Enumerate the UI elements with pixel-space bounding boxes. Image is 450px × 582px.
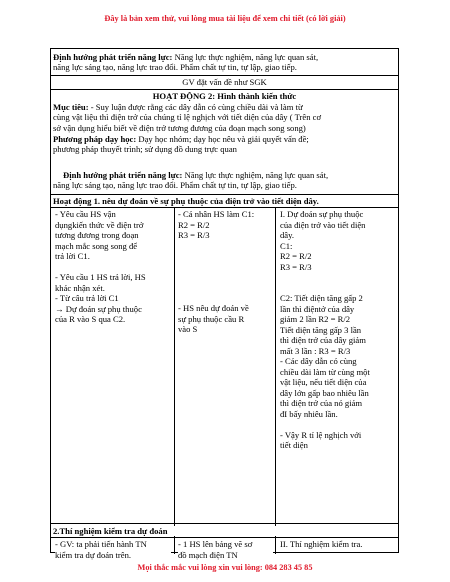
text-line: I. Dự đoán sự phụ thuộc: [280, 209, 364, 219]
divider: [51, 75, 398, 76]
student-prediction: [178, 303, 273, 335]
competence-mid: [51, 170, 410, 191]
competence-text: Năng lực thực nghiệm, năng lực quan sát,: [172, 52, 319, 62]
text-line: khác nhận xét.: [55, 282, 105, 293]
competence-text-2: năng lực sáng tạo, năng lực trao đổi. Phẩm chất tự tin, tự lập, giao tiếp.: [53, 180, 297, 191]
text-line: → Dự đoán sự phụ thuộc: [55, 303, 142, 314]
text-line: Tiết diện tăng gấp 3 lần: [280, 324, 362, 335]
competence-top: [51, 52, 400, 73]
text-line: sự phụ thuộc cầu R: [178, 313, 245, 324]
objective-text: - Suy luận được rằng các dây dẫn có cùng chiều dài và làm từ: [88, 102, 303, 112]
text-line: chiều dài làm từ cùng một: [280, 366, 370, 377]
text-line: tiết diện: [280, 440, 308, 450]
divider: [51, 537, 398, 538]
competence-text: Năng lực thực nghiệm, năng lực quan sát,: [182, 170, 329, 180]
text-line: dây.: [280, 230, 294, 240]
divider: [51, 194, 398, 195]
section2-title: 2.Thí nghiệm kiểm tra dự đoán: [51, 526, 398, 536]
text-line: II. Thí nghiệm kiểm tra.: [280, 539, 363, 549]
text-line: của R vào S qua C2.: [55, 314, 126, 324]
objective: [51, 102, 400, 133]
objective-text-2: cùng vật liệu thì điện trở của chúng tỉ lệ nghịch với tiết diện của dây ( Trên cơ: [53, 112, 322, 123]
competence-label: Định hướng phát triển năng lực:: [63, 170, 183, 180]
text-line: [280, 272, 396, 283]
text-line: tương đương trong đoạn: [55, 230, 139, 240]
teacher-activity: [55, 209, 171, 325]
text-line: R3 = R/3: [280, 261, 312, 272]
text-line: dụngkiến thức về điện trở: [55, 219, 144, 230]
content-notes: [280, 209, 396, 451]
contact-banner: Mọi thắc mắc vui lòng xin vui lòng: 084 283 45 85: [137, 563, 313, 572]
text-line: - 1 HS lên bảng vẽ sơ: [178, 539, 253, 549]
text-line: R2 = R/2: [280, 251, 312, 261]
text-line: vào S: [178, 324, 198, 334]
text-line: mạch mắc song song để: [55, 240, 138, 251]
text-line: đI bấy nhiêu lần.: [280, 408, 338, 419]
text-line: - Yêu cầu HS vận: [55, 209, 116, 219]
divider: [51, 89, 398, 90]
methods-label: Phương pháp dạy học:: [53, 134, 137, 144]
divider: [51, 207, 398, 208]
sgk-line: GV đặt vấn đề như SGK: [182, 77, 267, 87]
text-line: mất 3 lần : R3 = R/3: [280, 345, 351, 356]
text-line: vật liệu, nếu tiết diện của: [280, 377, 367, 387]
text-line: giảm 2 lần R2 = R/2: [280, 314, 351, 324]
text-line: - Các dây dẫn có cùng: [280, 356, 357, 366]
preview-banner: Đây là bản xem thử, vui lòng mua tài liệu để xem chi tiết (có lời giải): [104, 14, 346, 23]
student-activity: [178, 209, 273, 241]
activity-title: HOẠT ĐỘNG 2: Hình thành kiến thức: [152, 91, 297, 101]
section2-content: [280, 539, 396, 550]
methods: [51, 134, 400, 155]
competence-text-2: năng lực sáng tạo, năng lực trao đổi. Phẩm chất tự tin, tự lập, giao tiếp.: [53, 62, 297, 73]
objective-label: Mục tiêu:: [53, 102, 89, 112]
text-line: [280, 283, 396, 294]
text-line: kiểm tra dự đoán trên.: [55, 549, 132, 560]
text-line: R3 = R/3: [178, 230, 210, 240]
text-line: C1:: [280, 240, 293, 251]
text-line: - Cá nhân HS làm C1:: [178, 209, 255, 219]
column-divider: [275, 207, 276, 554]
text-line: thì điện trở của nó giảm: [280, 398, 363, 408]
text-line: - Vậy R tỉ lệ nghịch với: [280, 429, 362, 440]
section2-student: [178, 539, 273, 560]
section2-teacher: [55, 539, 171, 560]
objective-text-3: sở vận dụng hiểu biết về điện trở tương đương của đoạn mạch song song): [53, 122, 306, 133]
section1-title: Hoạt động 1. nêu dự đoán về sự phụ thuộc của điện trở vào tiết diện dây.: [53, 196, 319, 206]
text-line: - GV: ta phải tiến hành TN: [55, 539, 147, 549]
lesson-table: [50, 48, 399, 560]
divider: [51, 523, 398, 524]
text-line: R2 = R/2: [178, 219, 210, 230]
text-line: trả lời C1.: [55, 251, 90, 261]
methods-text-2: phương pháp thuyết trình; sử dụng đồ dung trực quan: [53, 144, 237, 155]
text-line: [55, 262, 171, 273]
text-line: - HS nêu dự đoán về: [178, 303, 249, 313]
text-line: thì điện trở của dây giảm: [280, 335, 366, 345]
text-line: [280, 419, 396, 430]
methods-text: Dạy học nhóm; dạy học nêu và giải quyết vấn đề;: [136, 134, 309, 144]
text-line: - Yêu cầu 1 HS trả lời, HS: [55, 272, 146, 282]
competence-label: Định hướng phát triển năng lực:: [53, 52, 173, 62]
text-line: của điện trở vào tiết diện: [280, 219, 366, 230]
text-line: lần thì điệntở của dây: [280, 303, 355, 314]
text-line: đồ mạch điện TN: [178, 549, 238, 560]
text-line: C2: Tiết diện tăng gấp 2: [280, 293, 363, 303]
text-line: - Từ câu trả lời C1: [55, 293, 119, 303]
column-divider: [174, 207, 175, 554]
text-line: dây lớn gấp bao nhiêu lần: [280, 387, 369, 398]
